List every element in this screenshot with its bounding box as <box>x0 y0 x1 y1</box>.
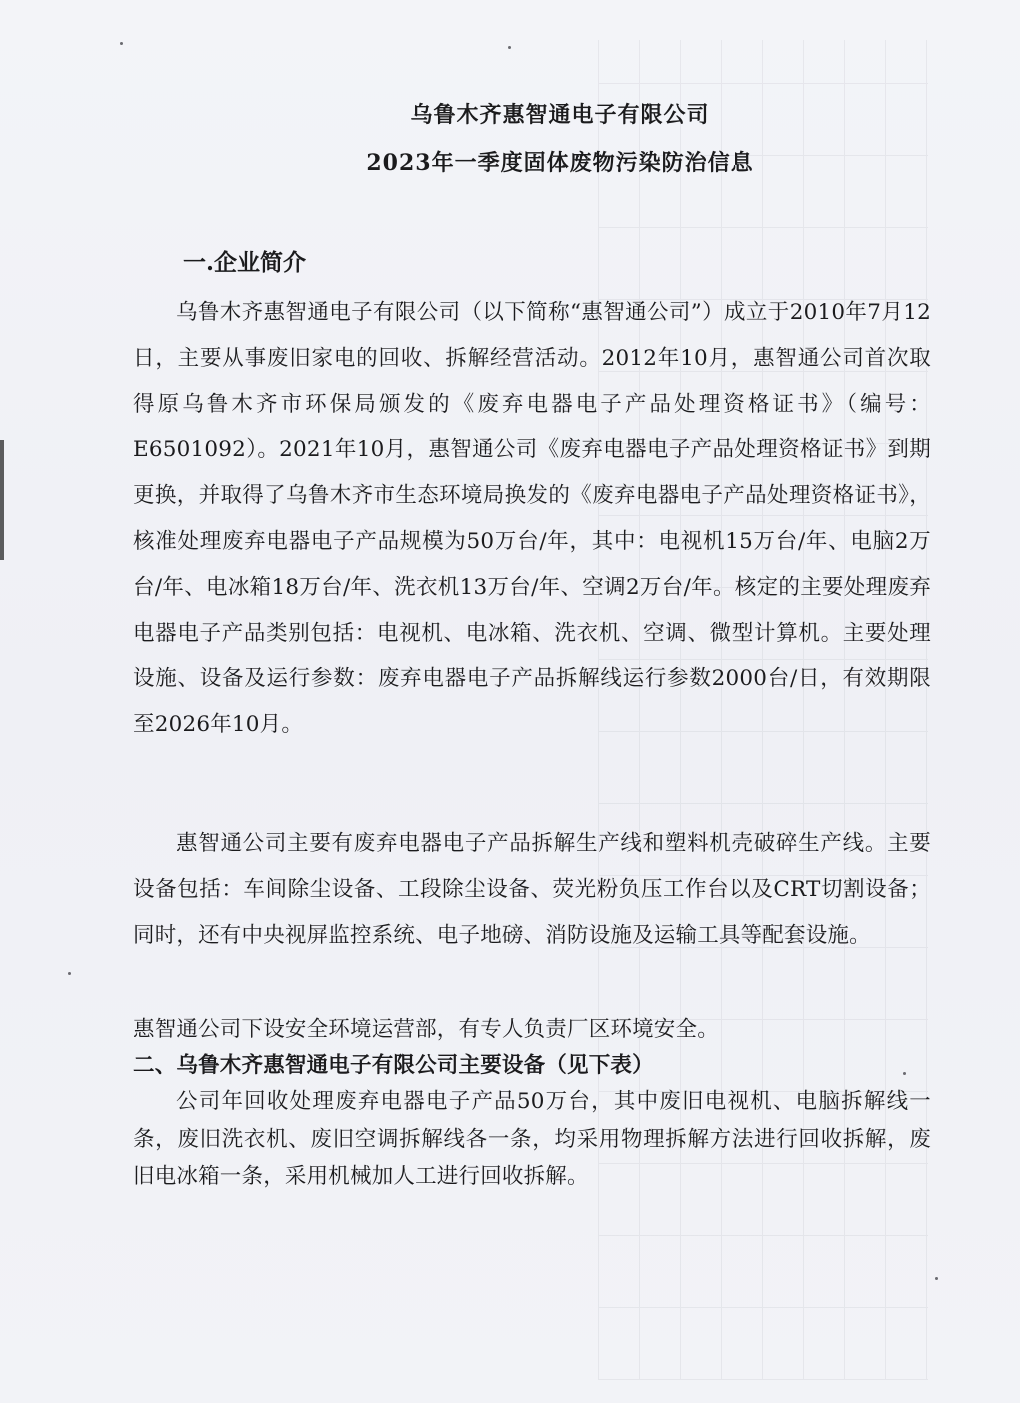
line-safety-department: 惠智通公司下设安全环境运营部，有专人负责厂区环境安全。 <box>133 1017 719 1042</box>
section-heading-company-profile: 一.企业简介 <box>183 249 307 276</box>
document-title-subject: 2023年一季度固体废物污染防治信息 <box>366 150 754 176</box>
scan-speck <box>508 46 511 49</box>
paragraph-production-lines: 惠智通公司主要有废弃电器电子产品拆解生产线和塑料机壳破碎生产线。主要设备包括：车间除尘设备、工段除尘设备、荧光粉负压工作台以及CRT切割设备；同时，还有中央视屏监控系统、电子地磅、消防设施及运输工具等配套设施。 <box>133 831 931 948</box>
paragraph-recycling-capacity: 公司年回收处理废弃电器电子产品50万台，其中废旧电视机、电脑拆解线一条，废旧洗衣机、废旧空调拆解线各一条，均采用物理拆解方法进行回收拆解，废旧电冰箱一条，采用机械加人工进行回收拆解。 <box>133 1089 931 1189</box>
scan-speck <box>935 1277 938 1280</box>
scan-edge-mark <box>0 440 4 560</box>
scan-speck <box>120 42 123 45</box>
section-heading-main-equipment: 二、乌鲁木齐惠智通电子有限公司主要设备（见下表） <box>133 1053 654 1078</box>
scan-speck <box>68 972 71 975</box>
document-title-company: 乌鲁木齐惠智通电子有限公司 <box>410 102 710 128</box>
scan-speck <box>903 1072 906 1075</box>
paragraph-company-history: 乌鲁木齐惠智通电子有限公司（以下简称“惠智通公司”）成立于2010年7月12日，主要从事废旧家电的回收、拆解经营活动。2012年10月，惠智通公司首次取得原乌鲁木齐市环保局颁发的《废弃电器电子产品处理资格证书》（编号：E6501092）。2021年10月，惠智通公司《废弃电器电子产品处理资格证书》到期更换，并取得了乌鲁木齐市生态环境局换发的《废弃电器电子产品处理资格证书》，核准处理废弃电器电子产品规模为50万台/年，其中：电视机15万台/年、电脑2万台/年、电冰箱18万台/年、洗衣机13万台/年、空调2万台/年。核定的主要处理废弃电器电子产品类别包括：电视机、电冰箱、洗衣机、空调、微型计算机。主要处理设施、设备及运行参数：废弃电器电子产品拆解线运行参数2000台/日，有效期限至2026年10月。 <box>133 300 931 738</box>
